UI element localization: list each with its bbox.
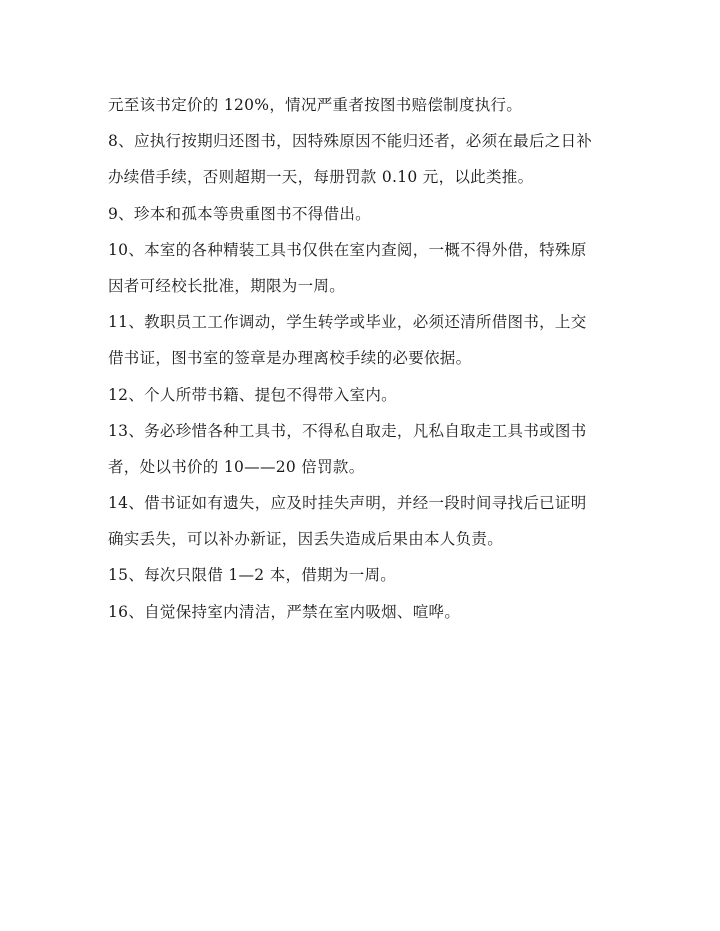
text-line: 借书证，图书室的签章是办理离校手续的必要依据。 — [108, 349, 472, 368]
text-line: 14、借书证如有遗失，应及时挂失声明，并经一段时间寻找后已证明 — [108, 494, 587, 513]
text-line: 15、每次只限借 1—2 本，借期为一周。 — [108, 566, 397, 585]
text-line: 10、本室的各种精装工具书仅供在室内查阅，一概不得外借，特殊原 — [108, 240, 587, 259]
text-line: 因者可经校长批准，期限为一周。 — [108, 276, 346, 295]
text-line: 13、务必珍惜各种工具书，不得私自取走，凡私自取走工具书或图书 — [108, 421, 587, 440]
text-line: 11、教职员工工作调动，学生转学或毕业，必须还清所借图书，上交 — [108, 313, 587, 332]
text-line: 办续借手续，否则超期一天，每册罚款 0.10 元，以此类推。 — [108, 168, 534, 187]
text-line: 16、自觉保持室内清洁，严禁在室内吸烟、喧哗。 — [108, 602, 461, 621]
text-line: 者，处以书价的 10——20 倍罚款。 — [108, 457, 365, 476]
text-line: 9、珍本和孤本等贵重图书不得借出。 — [108, 204, 371, 223]
document-body — [108, 92, 613, 635]
text-line: 确实丢失，可以补办新证，因丢失造成后果由本人负责。 — [108, 530, 504, 549]
text-line: 元至该书定价的 120%，情况严重者按图书赔偿制度执行。 — [108, 96, 523, 114]
text-line: 8、应执行按期归还图书，因特殊原因不能归还者，必须在最后之日补 — [108, 132, 593, 151]
text-line: 12、个人所带书籍、提包不得带入室内。 — [108, 385, 397, 404]
